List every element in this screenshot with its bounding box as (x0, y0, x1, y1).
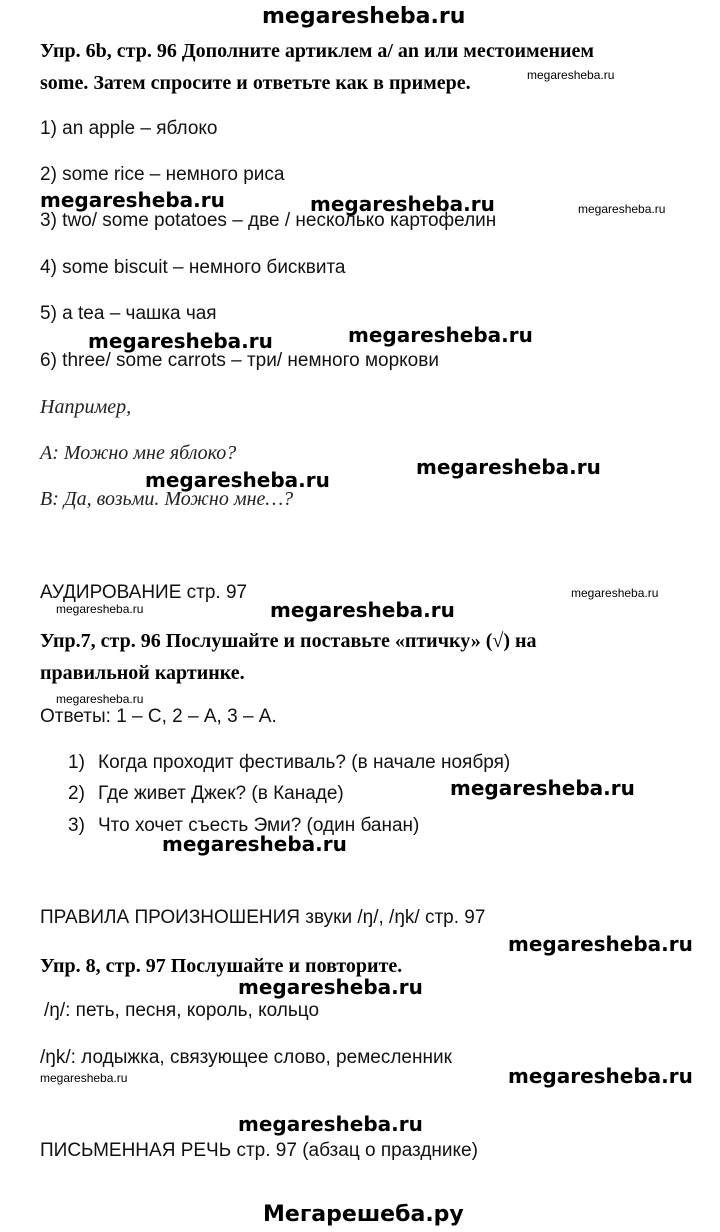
list-item: 3) two/ some potatoes – две / несколько картофелин (40, 210, 497, 231)
watermark: megaresheba.ru (310, 192, 495, 216)
watermark: megaresheba.ru (88, 329, 273, 353)
watermark: megaresheba.ru (162, 832, 347, 856)
list-text: Когда проходит фестиваль? (в начале ноября) (98, 752, 511, 773)
watermark: megaresheba.ru (238, 1112, 423, 1136)
watermark: megaresheba.ru (56, 602, 144, 616)
list-item: 1) an apple – яблоко (40, 118, 218, 139)
list-text: Что хочет съесть Эми? (один банан) (98, 815, 420, 836)
ex6-title-line2: some. Затем спросите и ответьте как в примере. (40, 72, 471, 94)
section-heading-pronunciation: ПРАВИЛА ПРОИЗНОШЕНИЯ звуки /ŋ/, /ŋk/ стр. 97 (40, 907, 486, 928)
dialog-a: А: Можно мне яблоко? (40, 442, 237, 464)
site-header: megaresheba.ru (262, 4, 466, 29)
watermark: megaresheba.ru (508, 1064, 693, 1088)
list-number: 1) (68, 752, 85, 773)
watermark: megaresheba.ru (527, 68, 615, 82)
watermark: megaresheba.ru (270, 598, 455, 622)
ex6-title-line1: Упр. 6b, стр. 96 Дополните артиклем a/ an или местоимением (40, 40, 595, 62)
watermark: megaresheba.ru (56, 692, 144, 706)
watermark: megaresheba.ru (416, 455, 601, 479)
sound-line-ngk: /ŋk/: лодыжка, связующее слово, ремесленник (40, 1047, 452, 1068)
ex8-title: Упр. 8, стр. 97 Послушайте и повторите. (40, 955, 403, 977)
list-item (68, 752, 510, 774)
watermark: megaresheba.ru (578, 202, 666, 216)
list-text: Где живет Джек? (в Канаде) (98, 783, 344, 804)
watermark: megaresheba.ru (40, 1071, 128, 1085)
watermark: megaresheba.ru (238, 975, 423, 999)
example-label: Например, (40, 396, 132, 418)
dialog-b: В: Да, возьми. Можно мне…? (40, 488, 294, 510)
site-footer: Мегарешеба.ру (263, 1202, 464, 1227)
watermark: megaresheba.ru (348, 323, 533, 347)
list-number: 3) (68, 815, 85, 836)
list-item: 2) some rice – немного риса (40, 164, 285, 185)
answers: Ответы: 1 – С, 2 – А, 3 – А. (40, 706, 277, 727)
watermark: megaresheba.ru (508, 932, 693, 956)
list-item: 6) three/ some carrots – три/ немного моркови (40, 350, 439, 371)
ex7-title-line2: правильной картинке. (40, 662, 245, 684)
list-item (68, 783, 344, 805)
list-number: 2) (68, 783, 85, 804)
list-item: 5) a tea – чашка чая (40, 303, 217, 324)
ex7-title-line1: Упр.7, стр. 96 Послушайте и поставьте «птичку» (√) на (40, 630, 537, 652)
watermark: megaresheba.ru (571, 586, 659, 600)
section-heading-listening: АУДИРОВАНИЕ стр. 97 (40, 582, 248, 603)
watermark: megaresheba.ru (450, 776, 635, 800)
watermark: megaresheba.ru (145, 468, 330, 492)
list-item: 4) some biscuit – немного бисквита (40, 257, 346, 278)
sound-line-ng: /ŋ/: петь, песня, король, кольцо (44, 1000, 320, 1021)
watermark: megaresheba.ru (40, 188, 225, 212)
section-heading-writing: ПИСЬМЕННАЯ РЕЧЬ стр. 97 (абзац о празднике) (40, 1140, 478, 1161)
